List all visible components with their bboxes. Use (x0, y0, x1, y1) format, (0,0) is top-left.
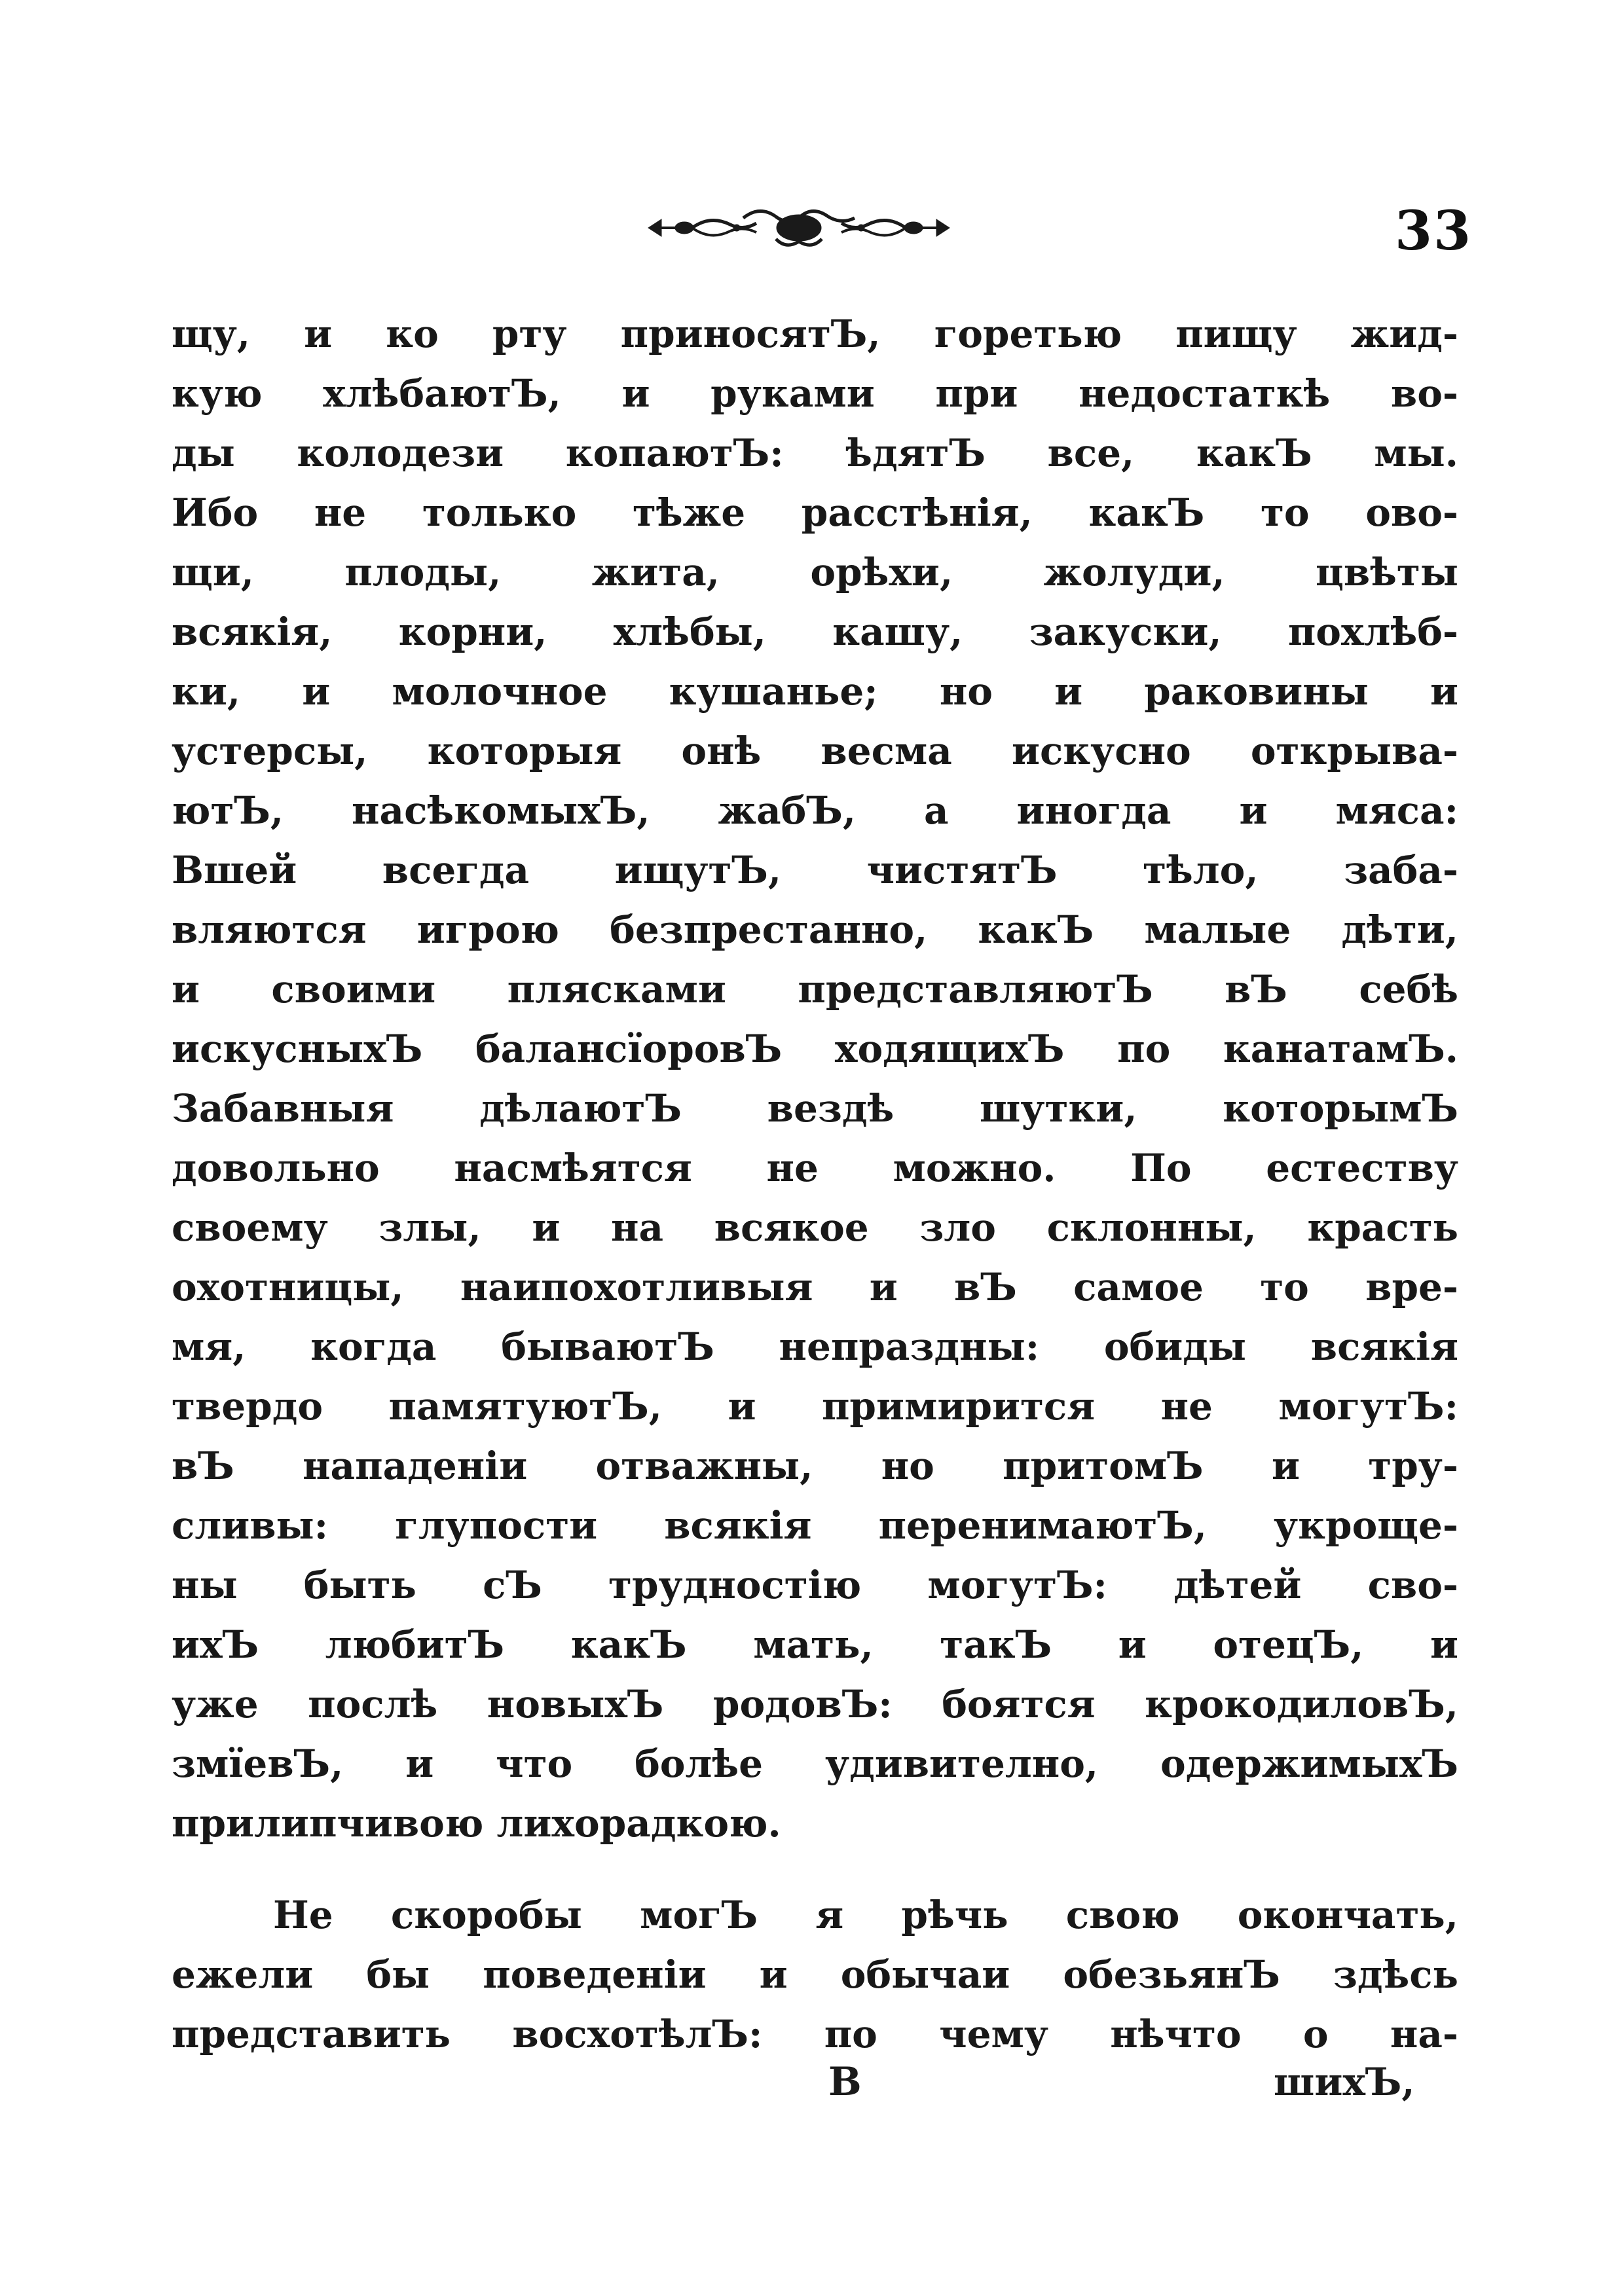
text-line: щи, плоды, жита, орѣхи, жолуди, цвѣты (172, 550, 1458, 594)
text-line: ки, и молочное кушанье; но и раковины и (172, 669, 1458, 714)
text-line: твердо памятуютЪ, и примирится не могутЪ: (172, 1384, 1458, 1429)
text-line: и своими плясками представляютЪ вЪ себѣ (172, 967, 1458, 1011)
text-line: уже послѣ новыхЪ родовЪ: боятся крокодиловЪ, (172, 1682, 1458, 1726)
page-number: 33 (1395, 200, 1473, 263)
text-line: охотницы, наипохотливыя и вЪ самое то вре- (172, 1265, 1458, 1309)
page-header (0, 187, 1624, 272)
text-line: ихЪ любитЪ какЪ мать, такЪ и отецЪ, и (172, 1622, 1458, 1667)
text-line: Ибо не только тѣже расстѣнія, какЪ то ово- (172, 490, 1458, 535)
signature-mark: В (828, 2059, 862, 2105)
paragraph-2 (172, 1886, 1458, 2064)
text-line: змїевЪ, и что болѣе удивително, одержимыхЪ (172, 1741, 1458, 1786)
text-line: Вшей всегда ищутЪ, чистятЪ тѣло, заба- (172, 848, 1458, 892)
text-line: своему злы, и на всякое зло склонны, красть (172, 1205, 1458, 1250)
text-line: искусныхЪ балансїоровЪ ходящихЪ по канатамЪ. (172, 1027, 1458, 1071)
text-line: довольно насмѣятся не можно. По естеству (172, 1146, 1458, 1190)
text-line: вЪ нападеніи отважны, но притомЪ и тру- (172, 1444, 1458, 1488)
text-line: мя, когда бываютЪ непраздны: обиды всякія (172, 1324, 1458, 1369)
text-line: Не скоробы могЪ я рѣчь свою окончать, (273, 1893, 1458, 1937)
text-line: ютЪ, насѣкомыхЪ, жабЪ, а иногда и мяса: (172, 788, 1458, 833)
text-line: ежели бы поведеніи и обычаи обезьянЪ здѣсь (172, 1952, 1458, 1997)
page-footer (0, 2049, 1624, 2121)
text-line: ны быть сЪ трудностію могутЪ: дѣтей сво- (172, 1563, 1458, 1607)
text-line: Забавныя дѣлаютЪ вездѣ шутки, которымЪ (172, 1086, 1458, 1131)
text-line: всякія, корни, хлѣбы, кашу, закуски, похлѣб- (172, 610, 1458, 654)
text-line: вляются игрою безпрестанно, какЪ малые дѣти, (172, 907, 1458, 952)
text-line: сливы: глупости всякія перенимаютЪ, укроще- (172, 1503, 1458, 1548)
text-line: представить восхотѣлЪ: по чему нѣчто о на- (172, 2012, 1458, 2056)
decorative-headpiece-icon (645, 198, 953, 257)
text-line: щу, и ко рту приносятЪ, горетью пищу жид- (172, 312, 1458, 356)
paragraph-1 (172, 304, 1458, 1853)
text-line: прилипчивою лихорадкою. (172, 1801, 781, 1846)
catchword: шихЪ, (1274, 2060, 1415, 2104)
text-line: устерсы, которыя онѣ весма искусно открыва- (172, 729, 1458, 773)
text-line: ды колодези копаютЪ: ѣдятЪ все, какЪ мы. (172, 431, 1458, 475)
text-line: кую хлѣбаютЪ, и руками при недостаткѣ во- (172, 371, 1458, 416)
